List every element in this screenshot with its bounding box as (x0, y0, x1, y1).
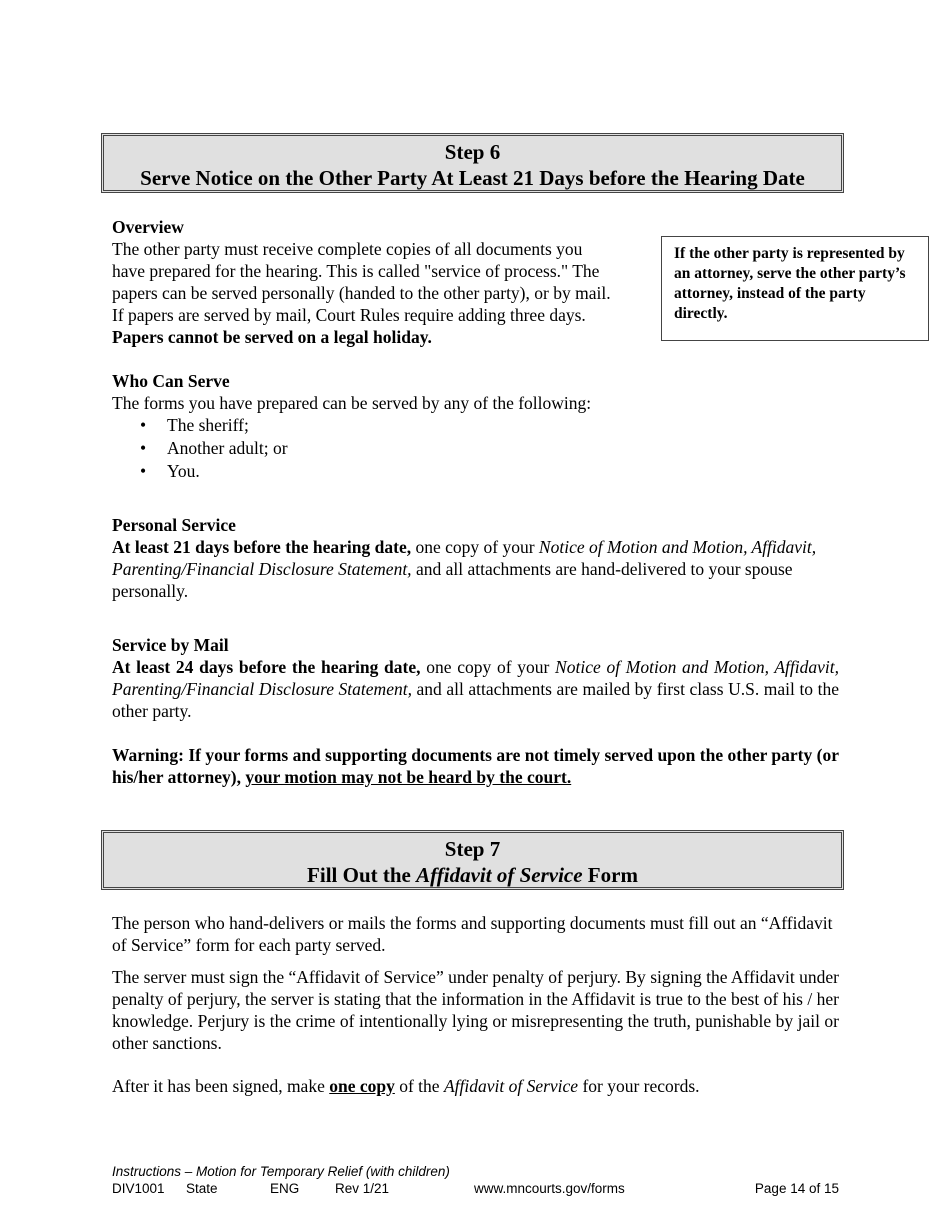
list-item: • Another adult; or (140, 438, 288, 458)
footer-page-number: Page 14 of 15 (754, 1181, 839, 1196)
overview-line-4: If papers are served by mail, Court Rules require adding three days. (112, 305, 586, 325)
server-list (112, 414, 839, 483)
footer-title: Instructions – Motion for Temporary Relief (with children) (112, 1164, 450, 1179)
step-7-title: Step 7 (444, 837, 501, 861)
step-7-header (101, 830, 844, 890)
who-can-serve-heading: Who Can Serve (112, 371, 230, 391)
step-6-header (101, 133, 844, 193)
service-by-mail-section (112, 634, 839, 722)
overview-section (112, 216, 652, 348)
affidavit-para-1: The person who hand-delivers or mails the forms and supporting documents must fill out an “Affidavit of Service” form for each party served. (112, 913, 833, 955)
attorney-callout-text: If the other party is represented by an attorney, serve the other party’s attorney, instead of the party directly. (674, 245, 906, 322)
personal-service-heading: Personal Service (112, 515, 236, 535)
overview-line-1: The other party must receive complete copies of all documents you (112, 239, 583, 259)
step-6-subtitle: Serve Notice on the Other Party At Least 21 Days before the Hearing Date (140, 166, 805, 190)
bullet-icon: • (140, 461, 147, 481)
affidavit-para-3: After it has been signed, make one copy of the Affidavit of Service for your records. (112, 1076, 700, 1096)
footer-url: www.mncourts.gov/forms (474, 1181, 625, 1196)
footer-language: ENG (270, 1181, 300, 1196)
service-by-mail-heading: Service by Mail (112, 635, 229, 655)
bullet-icon: • (140, 415, 147, 435)
overview-line-2: have prepared for the hearing. This is called "service of process." The (112, 261, 600, 281)
warning-paragraph: Warning: If your forms and supporting documents are not timely served upon the other party (or his/her attorney), your motion may not be heard by the court. (112, 745, 839, 787)
step-6-title: Step 6 (444, 140, 501, 164)
footer-revision: Rev 1/21 (335, 1181, 390, 1196)
affidavit-para-2: The server must sign the “Affidavit of Service” under penalty of perjury. By signing the Affidavit under penalty of perjury, the server is stating that the information in the Affidavit is true to the best of his / her knowledge. Perjury is the crime of intentionally lying or misrepresenting the truth, punishable by jail or other sanctions. (112, 967, 839, 1053)
bullet-icon: • (140, 438, 147, 458)
overview-heading: Overview (112, 217, 184, 237)
personal-service-section (112, 514, 839, 602)
list-item: • The sheriff; (140, 415, 249, 435)
attorney-callout (661, 236, 929, 341)
list-item: • You. (140, 461, 200, 481)
footer-meta (112, 1180, 839, 1197)
overview-line-3: papers can be served personally (handed to the other party), or by mail. (112, 283, 611, 303)
overview-holiday-note: Papers cannot be served on a legal holiday. (112, 327, 432, 347)
footer-form-id: DIV1001 (112, 1181, 165, 1196)
service-by-mail-body: At least 24 days before the hearing date, one copy of your Notice of Motion and Motion, Affidavit, Parenting/Financial Disclosure Statement, and all attachments are mailed by first class U.S. mail to the other party. (112, 657, 839, 721)
footer-scope: State (186, 1181, 218, 1196)
step-7-subtitle: Fill Out the Affidavit of Service Form (307, 863, 638, 887)
who-can-serve-section (112, 370, 839, 483)
who-can-serve-intro: The forms you have prepared can be served by any of the following: (112, 393, 592, 413)
personal-service-body: At least 21 days before the hearing date, one copy of your Notice of Motion and Motion, Affidavit, Parenting/Financial Disclosure Statement, and all attachments are hand-delivered to your spouse personally. (112, 537, 817, 601)
warning-underlined: your motion may not be heard by the court. (245, 767, 572, 787)
